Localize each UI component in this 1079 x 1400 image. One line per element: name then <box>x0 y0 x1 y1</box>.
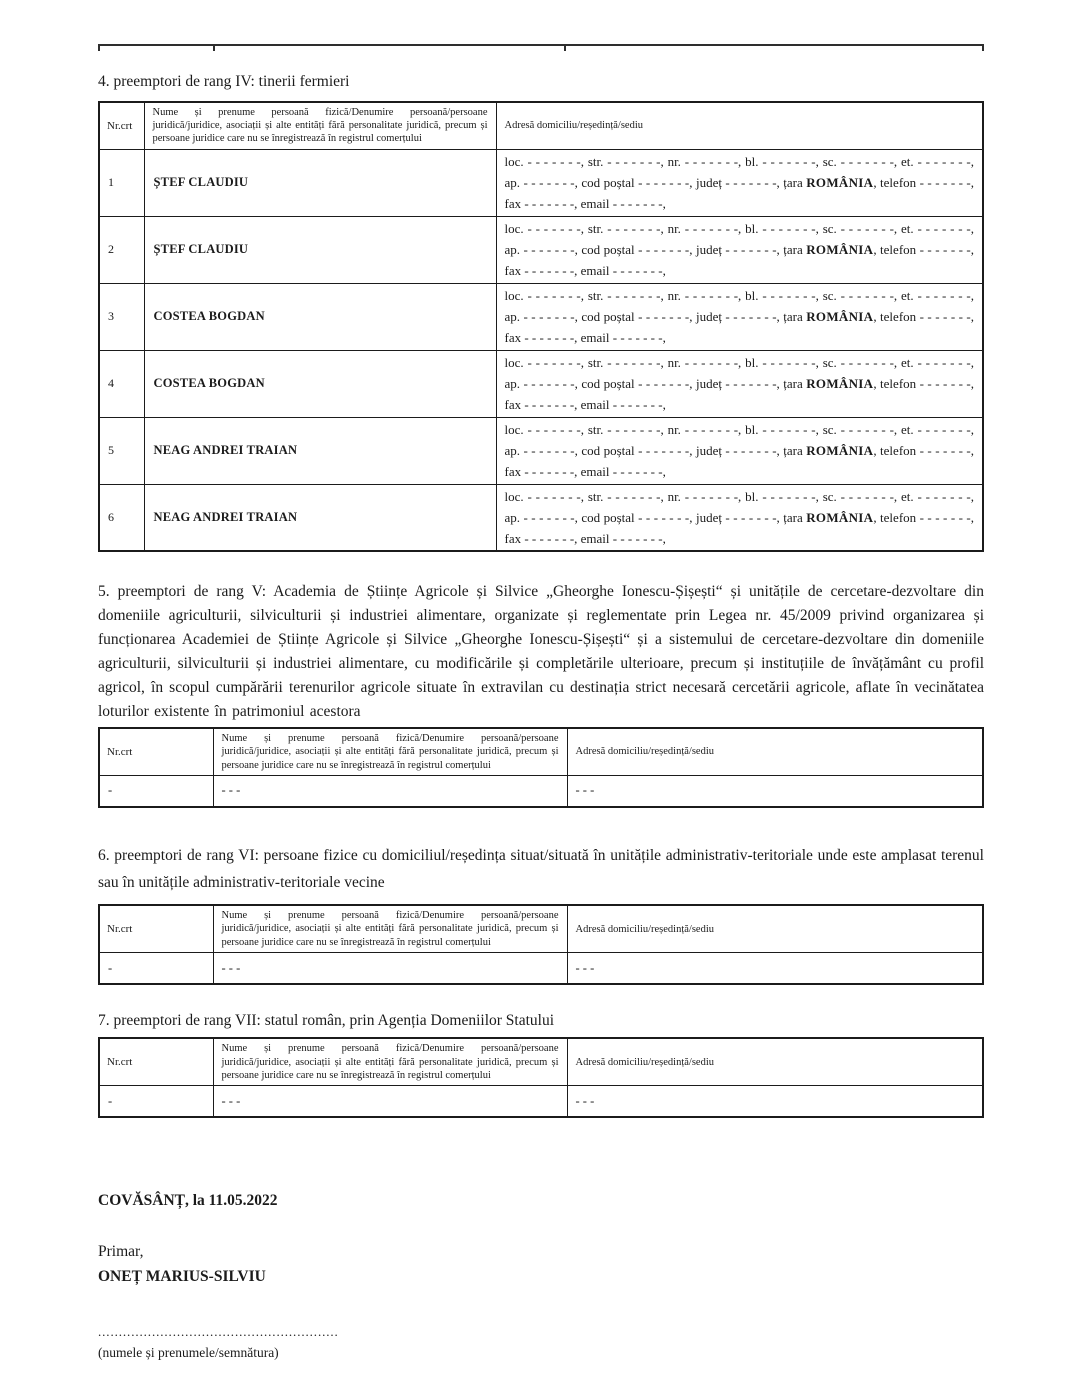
section-4-title: 4. preemptori de rang IV: tinerii fermieri <box>98 73 350 90</box>
address-text: , telefon - - - - - - -, <box>873 443 974 459</box>
column-header-address: Adresă domiciliu/reședință/sediu <box>567 905 983 952</box>
column-tick <box>982 46 984 51</box>
signer-role: Primar, <box>98 1243 144 1261</box>
address-cell <box>496 484 983 551</box>
column-header-nr: Nr.crt <box>99 728 213 775</box>
column-header-name: Nume și prenume persoană fizică/Denumire persoană/persoane juridică/juridice, asociații și alte entități fără personalitate juridică, precum și persoane juridice care nu se înregistrează în registrul comerțului <box>213 728 567 775</box>
address-text: ap. - - - - - - -, cod poștal - - - - - - -, județ - - - - - - -, țara <box>504 242 807 258</box>
column-header-name: Nume și prenume persoană fizică/Denumire persoană/persoane juridică/juridice, asociații și alte entități fără personalitate juridică, precum și persoane juridice care nu se înregistrează în registrul comerțului <box>213 905 567 952</box>
address-line: fax - - - - - - -, email - - - - - - -, <box>504 464 666 480</box>
address-text: , telefon - - - - - - -, <box>873 309 974 325</box>
address-text: , telefon - - - - - - -, <box>873 509 974 525</box>
table-header-row <box>99 102 983 149</box>
address-text: ap. - - - - - - -, cod poștal - - - - - - -, județ - - - - - - -, țara <box>504 376 807 392</box>
country-name: ROMÂNIA <box>806 175 874 191</box>
table-header-row <box>99 728 983 775</box>
address-text: ap. - - - - - - -, cod poștal - - - - - - -, județ - - - - - - -, țara <box>504 175 807 191</box>
table-row <box>99 1085 983 1117</box>
signature-caption: (numele și prenumele/semnătura) <box>98 1345 279 1361</box>
table-row <box>99 350 983 417</box>
address-line: loc. - - - - - - -, str. - - - - - - -, nr. - - - - - - -, bl. - - - - - - -, sc. - - - - - - -, et. - - - - - - -, <box>504 422 974 438</box>
country-name: ROMÂNIA <box>806 509 874 525</box>
column-tick <box>98 46 100 51</box>
address-text: ap. - - - - - - -, cod poștal - - - - - - -, județ - - - - - - -, țara <box>504 443 807 459</box>
column-header-address: Adresă domiciliu/reședință/sediu <box>496 102 983 149</box>
preemptors-table-rank-4 <box>98 101 984 552</box>
table-row <box>99 283 983 350</box>
table-row <box>99 484 983 551</box>
place-and-date: COVĂSÂNȚ, la 11.05.2022 <box>98 1192 278 1210</box>
preemptors-table-rank-6 <box>98 904 984 985</box>
preemptors-table-rank-5 <box>98 727 984 808</box>
country-name: ROMÂNIA <box>806 443 874 459</box>
address-line: loc. - - - - - - -, str. - - - - - - -, nr. - - - - - - -, bl. - - - - - - -, sc. - - - - - - -, et. - - - - - - -, <box>504 154 974 170</box>
preemptor-name: NEAG ANDREI TRAIAN <box>144 417 496 484</box>
column-header-name: Nume și prenume persoană fizică/Denumire persoană/persoane juridică/juridice, asociații și alte entități fără personalitate juridică, precum și persoane juridice care nu se înregistrează în registrul comerțului <box>144 102 496 149</box>
address-text: , telefon - - - - - - -, <box>873 376 974 392</box>
table-row <box>99 775 983 807</box>
address-line: fax - - - - - - -, email - - - - - - -, <box>504 263 666 279</box>
address-line: loc. - - - - - - -, str. - - - - - - -, nr. - - - - - - -, bl. - - - - - - -, sc. - - - - - - -, et. - - - - - - -, <box>504 288 974 304</box>
table-row <box>99 216 983 283</box>
address-cell <box>496 417 983 484</box>
mayor-name: ONEȚ MARIUS-SILVIU <box>98 1268 266 1286</box>
section-5-paragraph: 5. preemptori de rang V: Academia de Științe Agricole și Silvice „Gheorghe Ionescu-Șișești“ și unitățile de cercetare-dezvoltare din domeniile agriculturii, silviculturii și industriei alimentare, organizate și reglementate prin Legea nr. 45/2009 privind organizarea și funcționarea Academiei de Științe Agricole și Silvice „Gheorghe Ionescu-Șișești“ și a sistemului de cercetare-dezvoltare din domeniile agriculturii, silviculturii și industriei alimentare, cu modificările și completările ulterioare, precum și instituțiile de învățământ cu profil agricol, în scopul cumpărării terenurilor agricole situate în extravilan cu destinația strict necesară cercetării agricole, aflate în vecinătatea loturilor existente în patrimoniul acestora <box>98 583 984 721</box>
column-header-name: Nume și prenume persoană fizică/Denumire persoană/persoane juridică/juridice, asociații și alte entități fără personalitate juridică, precum și persoane juridice care nu se înregistrează în registrul comerțului <box>213 1038 567 1085</box>
row-number: - <box>99 775 213 807</box>
column-header-nr: Nr.crt <box>99 102 144 149</box>
row-number: 2 <box>99 216 144 283</box>
section-7-title: 7. preemptori de rang VII: statul român, prin Agenția Domeniilor Statului <box>98 1012 555 1030</box>
row-number: - <box>99 1085 213 1117</box>
address-cell <box>496 149 983 216</box>
preemptor-name: COSTEA BOGDAN <box>144 350 496 417</box>
column-tick <box>213 46 215 51</box>
row-number: 4 <box>99 350 144 417</box>
address-cell <box>496 283 983 350</box>
address-text: ap. - - - - - - -, cod poștal - - - - - - -, județ - - - - - - -, țara <box>504 509 807 525</box>
address-line <box>505 239 975 260</box>
preemptor-name: - - - <box>213 952 567 984</box>
preemptor-name: - - - <box>213 775 567 807</box>
row-number: 6 <box>99 484 144 551</box>
section-6-title: 6. preemptori de rang VI: persoane fizice cu domiciliul/reședința situat/situată în unitățile administrativ-teritoriale unde este amplasat terenul sau în unitățile administrativ-teritoriale vecine <box>98 847 984 892</box>
address-line: loc. - - - - - - -, str. - - - - - - -, nr. - - - - - - -, bl. - - - - - - -, sc. - - - - - - -, et. - - - - - - -, <box>504 488 974 504</box>
row-number: 5 <box>99 417 144 484</box>
address-line <box>505 172 975 193</box>
row-number: 1 <box>99 149 144 216</box>
column-header-address: Adresă domiciliu/reședință/sediu <box>567 1038 983 1085</box>
signature-dotted-line: .......................................................... <box>98 1324 339 1340</box>
address-line <box>505 440 975 461</box>
preemptor-name: COSTEA BOGDAN <box>144 283 496 350</box>
address-line: fax - - - - - - -, email - - - - - - -, <box>504 330 666 346</box>
address-cell <box>496 216 983 283</box>
address-line: fax - - - - - - -, email - - - - - - -, <box>504 196 666 212</box>
preemptor-name: - - - <box>213 1085 567 1117</box>
address-text: , telefon - - - - - - -, <box>873 175 974 191</box>
address-cell <box>496 350 983 417</box>
address-cell: - - - <box>567 952 983 984</box>
column-header-nr: Nr.crt <box>99 905 213 952</box>
preemptor-name: NEAG ANDREI TRAIAN <box>144 484 496 551</box>
address-line <box>505 306 975 327</box>
address-line: loc. - - - - - - -, str. - - - - - - -, nr. - - - - - - -, bl. - - - - - - -, sc. - - - - - - -, et. - - - - - - -, <box>504 221 974 237</box>
address-text: ap. - - - - - - -, cod poștal - - - - - - -, județ - - - - - - -, țara <box>504 309 807 325</box>
table-header-row <box>99 1038 983 1085</box>
address-cell: - - - <box>567 1085 983 1117</box>
country-name: ROMÂNIA <box>806 376 874 392</box>
column-header-nr: Nr.crt <box>99 1038 213 1085</box>
address-line: fax - - - - - - -, email - - - - - - -, <box>504 397 666 413</box>
table-row <box>99 952 983 984</box>
address-line <box>505 373 975 394</box>
column-header-address: Adresă domiciliu/reședință/sediu <box>567 728 983 775</box>
address-line: fax - - - - - - -, email - - - - - - -, <box>504 530 666 546</box>
table-header-row <box>99 905 983 952</box>
table-row <box>99 417 983 484</box>
row-number: - <box>99 952 213 984</box>
preemptor-name: ȘTEF CLAUDIU <box>144 149 496 216</box>
address-line: loc. - - - - - - -, str. - - - - - - -, nr. - - - - - - -, bl. - - - - - - -, sc. - - - - - - -, et. - - - - - - -, <box>504 355 974 371</box>
country-name: ROMÂNIA <box>806 242 874 258</box>
address-cell: - - - <box>567 775 983 807</box>
address-text: , telefon - - - - - - -, <box>873 242 974 258</box>
preemptor-name: ȘTEF CLAUDIU <box>144 216 496 283</box>
preemptors-table-rank-7 <box>98 1037 984 1118</box>
address-line <box>505 507 975 528</box>
country-name: ROMÂNIA <box>806 309 874 325</box>
previous-page-table-edge <box>98 44 984 46</box>
column-tick <box>564 46 566 51</box>
table-row <box>99 149 983 216</box>
row-number: 3 <box>99 283 144 350</box>
